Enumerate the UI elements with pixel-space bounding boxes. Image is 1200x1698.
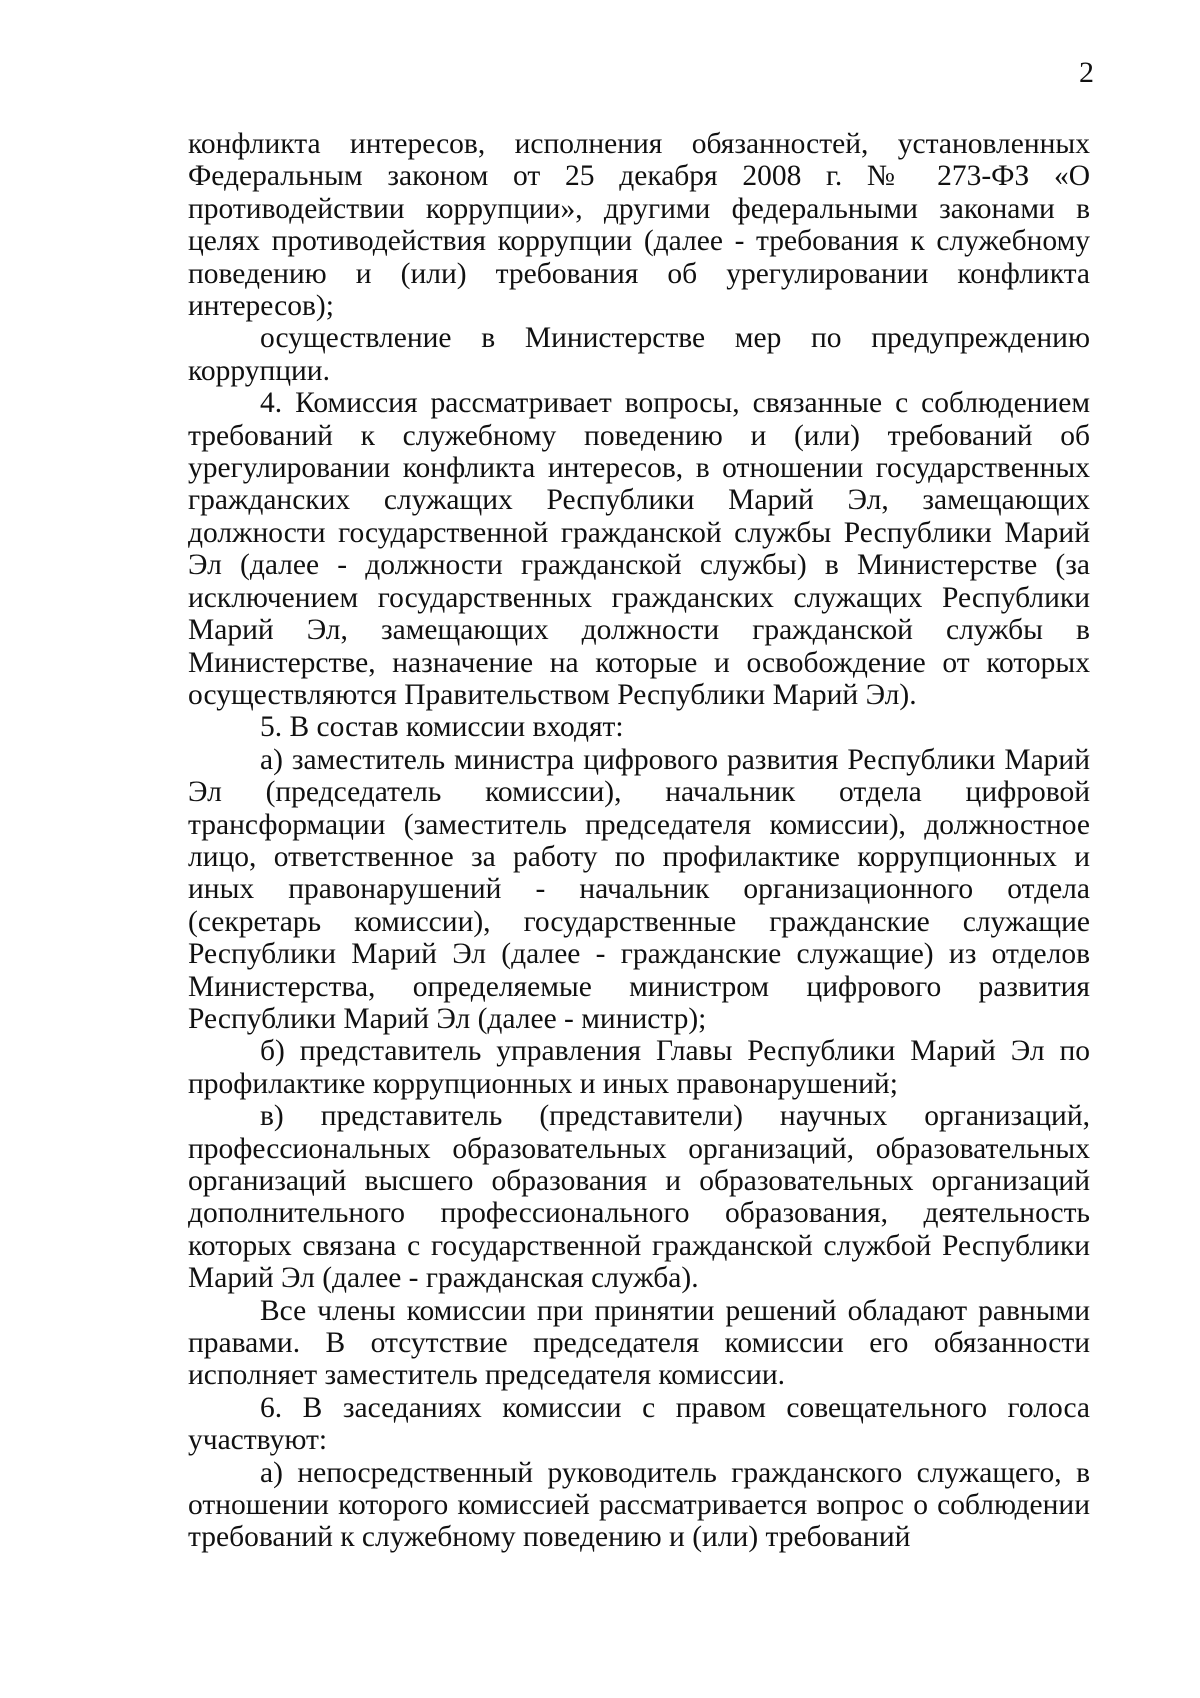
page-number: 2 — [1079, 56, 1094, 89]
paragraph-equal-rights: Все члены комиссии при принятии решений обладают равными правами. В отсутствие председателя комиссии его обязанности исполняет заместитель председателя комиссии. — [188, 1294, 1090, 1392]
paragraph-item-5v: в) представитель (представители) научных организаций, профессиональных образовательных организаций, образовательных организаций высшего образования и образовательных организаций дополнительного профессионального образования, деятельность которых связана с государственной гражданской службой Республики Марий Эл (далее - гражданская служба). — [188, 1100, 1090, 1295]
paragraph-measures: осуществление в Министерстве мер по предупреждению коррупции. — [188, 322, 1090, 387]
paragraph-item-5b: б) представитель управления Главы Республики Марий Эл по профилактике коррупционных и иных правонарушений; — [188, 1035, 1090, 1100]
paragraph-item-6a: а) непосредственный руководитель гражданского служащего, в отношении которого комиссией рассматривается вопрос о соблюдении требований к служебному поведению и (или) требований — [188, 1456, 1090, 1554]
paragraph-item-5: 5. В состав комиссии входят: — [260, 711, 624, 744]
paragraph-item-4: 4. Комиссия рассматривает вопросы, связанные с соблюдением требований к служебному поведению и (или) требований об урегулировании конфликта интересов, в отношении государственных гражданских служащих Республики Марий Эл, замещающих должности государственной гражданской службы Республики Марий Эл (далее - должности гражданской службы) в Министерстве (за исключением государственных гражданских служащих Республики Марий Эл, замещающих должности гражданской службы в Министерстве, назначение на которые и освобождение от которых осуществляются Правительством Республики Марий Эл). — [188, 387, 1090, 711]
paragraph-continuation: конфликта интересов, исполнения обязанностей, установленных Федеральным законом от 25 декабря 2008 г. № 273-ФЗ «О противодействии коррупции», другими федеральными законами в целях противодействия коррупции (далее - требования к служебному поведению и (или) требования об урегулировании конфликта интересов); — [188, 128, 1090, 323]
paragraph-item-6: 6. В заседаниях комиссии с правом совещательного голоса участвуют: — [188, 1391, 1090, 1457]
paragraph-item-5a: а) заместитель министра цифрового развития Республики Марий Эл (председатель комиссии), начальник отдела цифровой трансформации (заместитель председателя комиссии), должностное лицо, ответственное за работу по профилактике коррупционных и иных правонарушений - начальник организационного отдела (секретарь комиссии), государственные гражданские служащие Республики Марий Эл (далее - гражданские служащие) из отделов Министерства, определяемые министром цифрового развития Республики Марий Эл (далее - министр); — [188, 743, 1090, 1035]
document-body — [188, 128, 1090, 1554]
